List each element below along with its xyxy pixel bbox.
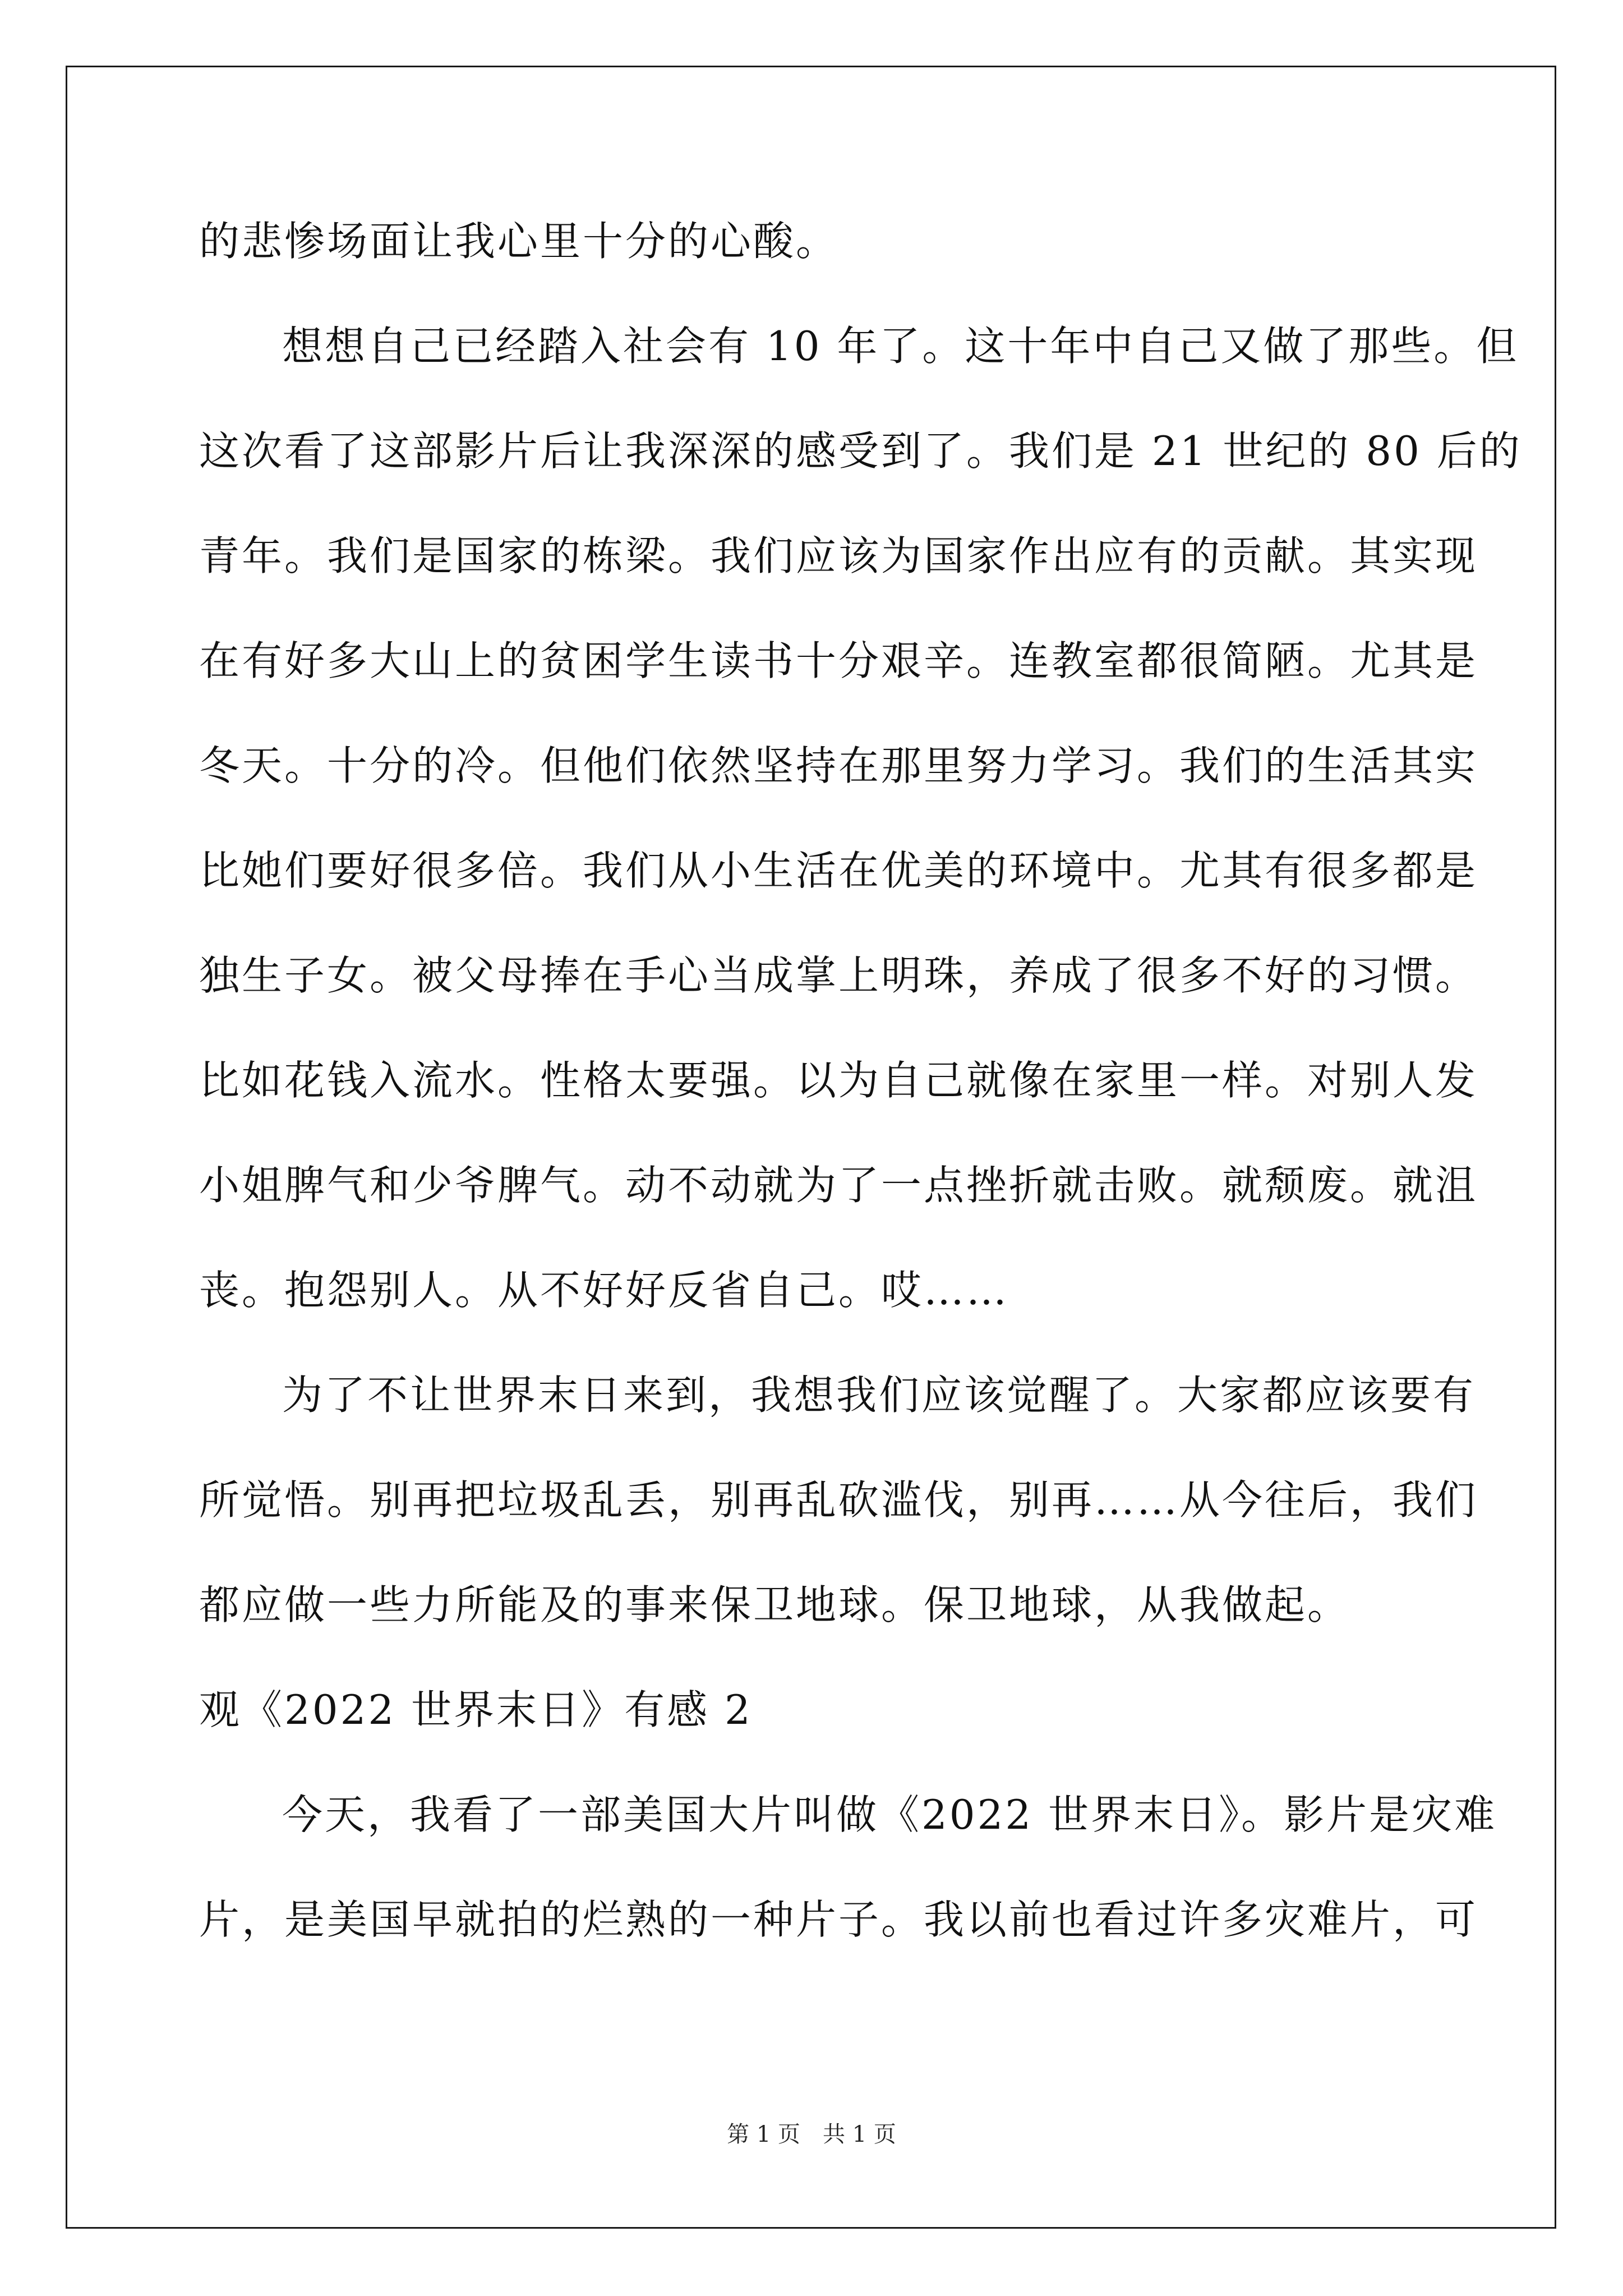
text-line: 青年。我们是国家的栋梁。我们应该为国家作出应有的贡献。其实现: [199, 532, 1478, 579]
text-line: 比如花钱入流水。性格太要强。以为自己就像在家里一样。对别人发: [199, 1057, 1478, 1104]
paragraph-first-line: 为了不让世界末日来到，我想我们应该觉醒了。大家都应该要有: [282, 1372, 1476, 1419]
text-line: 独生子女。被父母捧在手心当成掌上明珠，养成了很多不好的习惯。: [199, 952, 1478, 999]
text-line: 片，是美国早就拍的烂熟的一种片子。我以前也看过许多灾难片，可: [199, 1896, 1478, 1943]
text-line: 在有好多大山上的贫困学生读书十分艰辛。连教室都很简陋。尤其是: [199, 637, 1478, 684]
paragraph-first-line: 想想自己已经踏入社会有 10 年了。这十年中自己又做了那些。但: [282, 323, 1519, 370]
paragraph-first-line: 今天，我看了一部美国大片叫做《2022 世界末日》。影片是灾难: [282, 1791, 1497, 1838]
text-line: 比她们要好很多倍。我们从小生活在优美的环境中。尤其有很多都是: [199, 847, 1478, 894]
text-line: 的悲惨场面让我心里十分的心酸。: [199, 218, 839, 265]
section-heading: 观《2022 世界末日》有感 2: [199, 1686, 753, 1733]
text-line: 小姐脾气和少爷脾气。动不动就为了一点挫折就击败。就颓废。就沮: [199, 1162, 1478, 1209]
text-line: 丧。抱怨别人。从不好好反省自己。哎……: [199, 1267, 1009, 1314]
text-line: 这次看了这部影片后让我深深的感受到了。我们是 21 世纪的 80 后的: [199, 427, 1522, 475]
text-line: 冬天。十分的冷。但他们依然坚持在那里努力学习。我们的生活其实: [199, 742, 1478, 789]
page-footer: 第 1 页 共 1 页: [727, 2122, 896, 2147]
text-line: 都应做一些力所能及的事来保卫地球。保卫地球，从我做起。: [199, 1581, 1350, 1628]
text-line: 所觉悟。别再把垃圾乱丢，别再乱砍滥伐，别再……从今往后，我们: [199, 1476, 1478, 1524]
